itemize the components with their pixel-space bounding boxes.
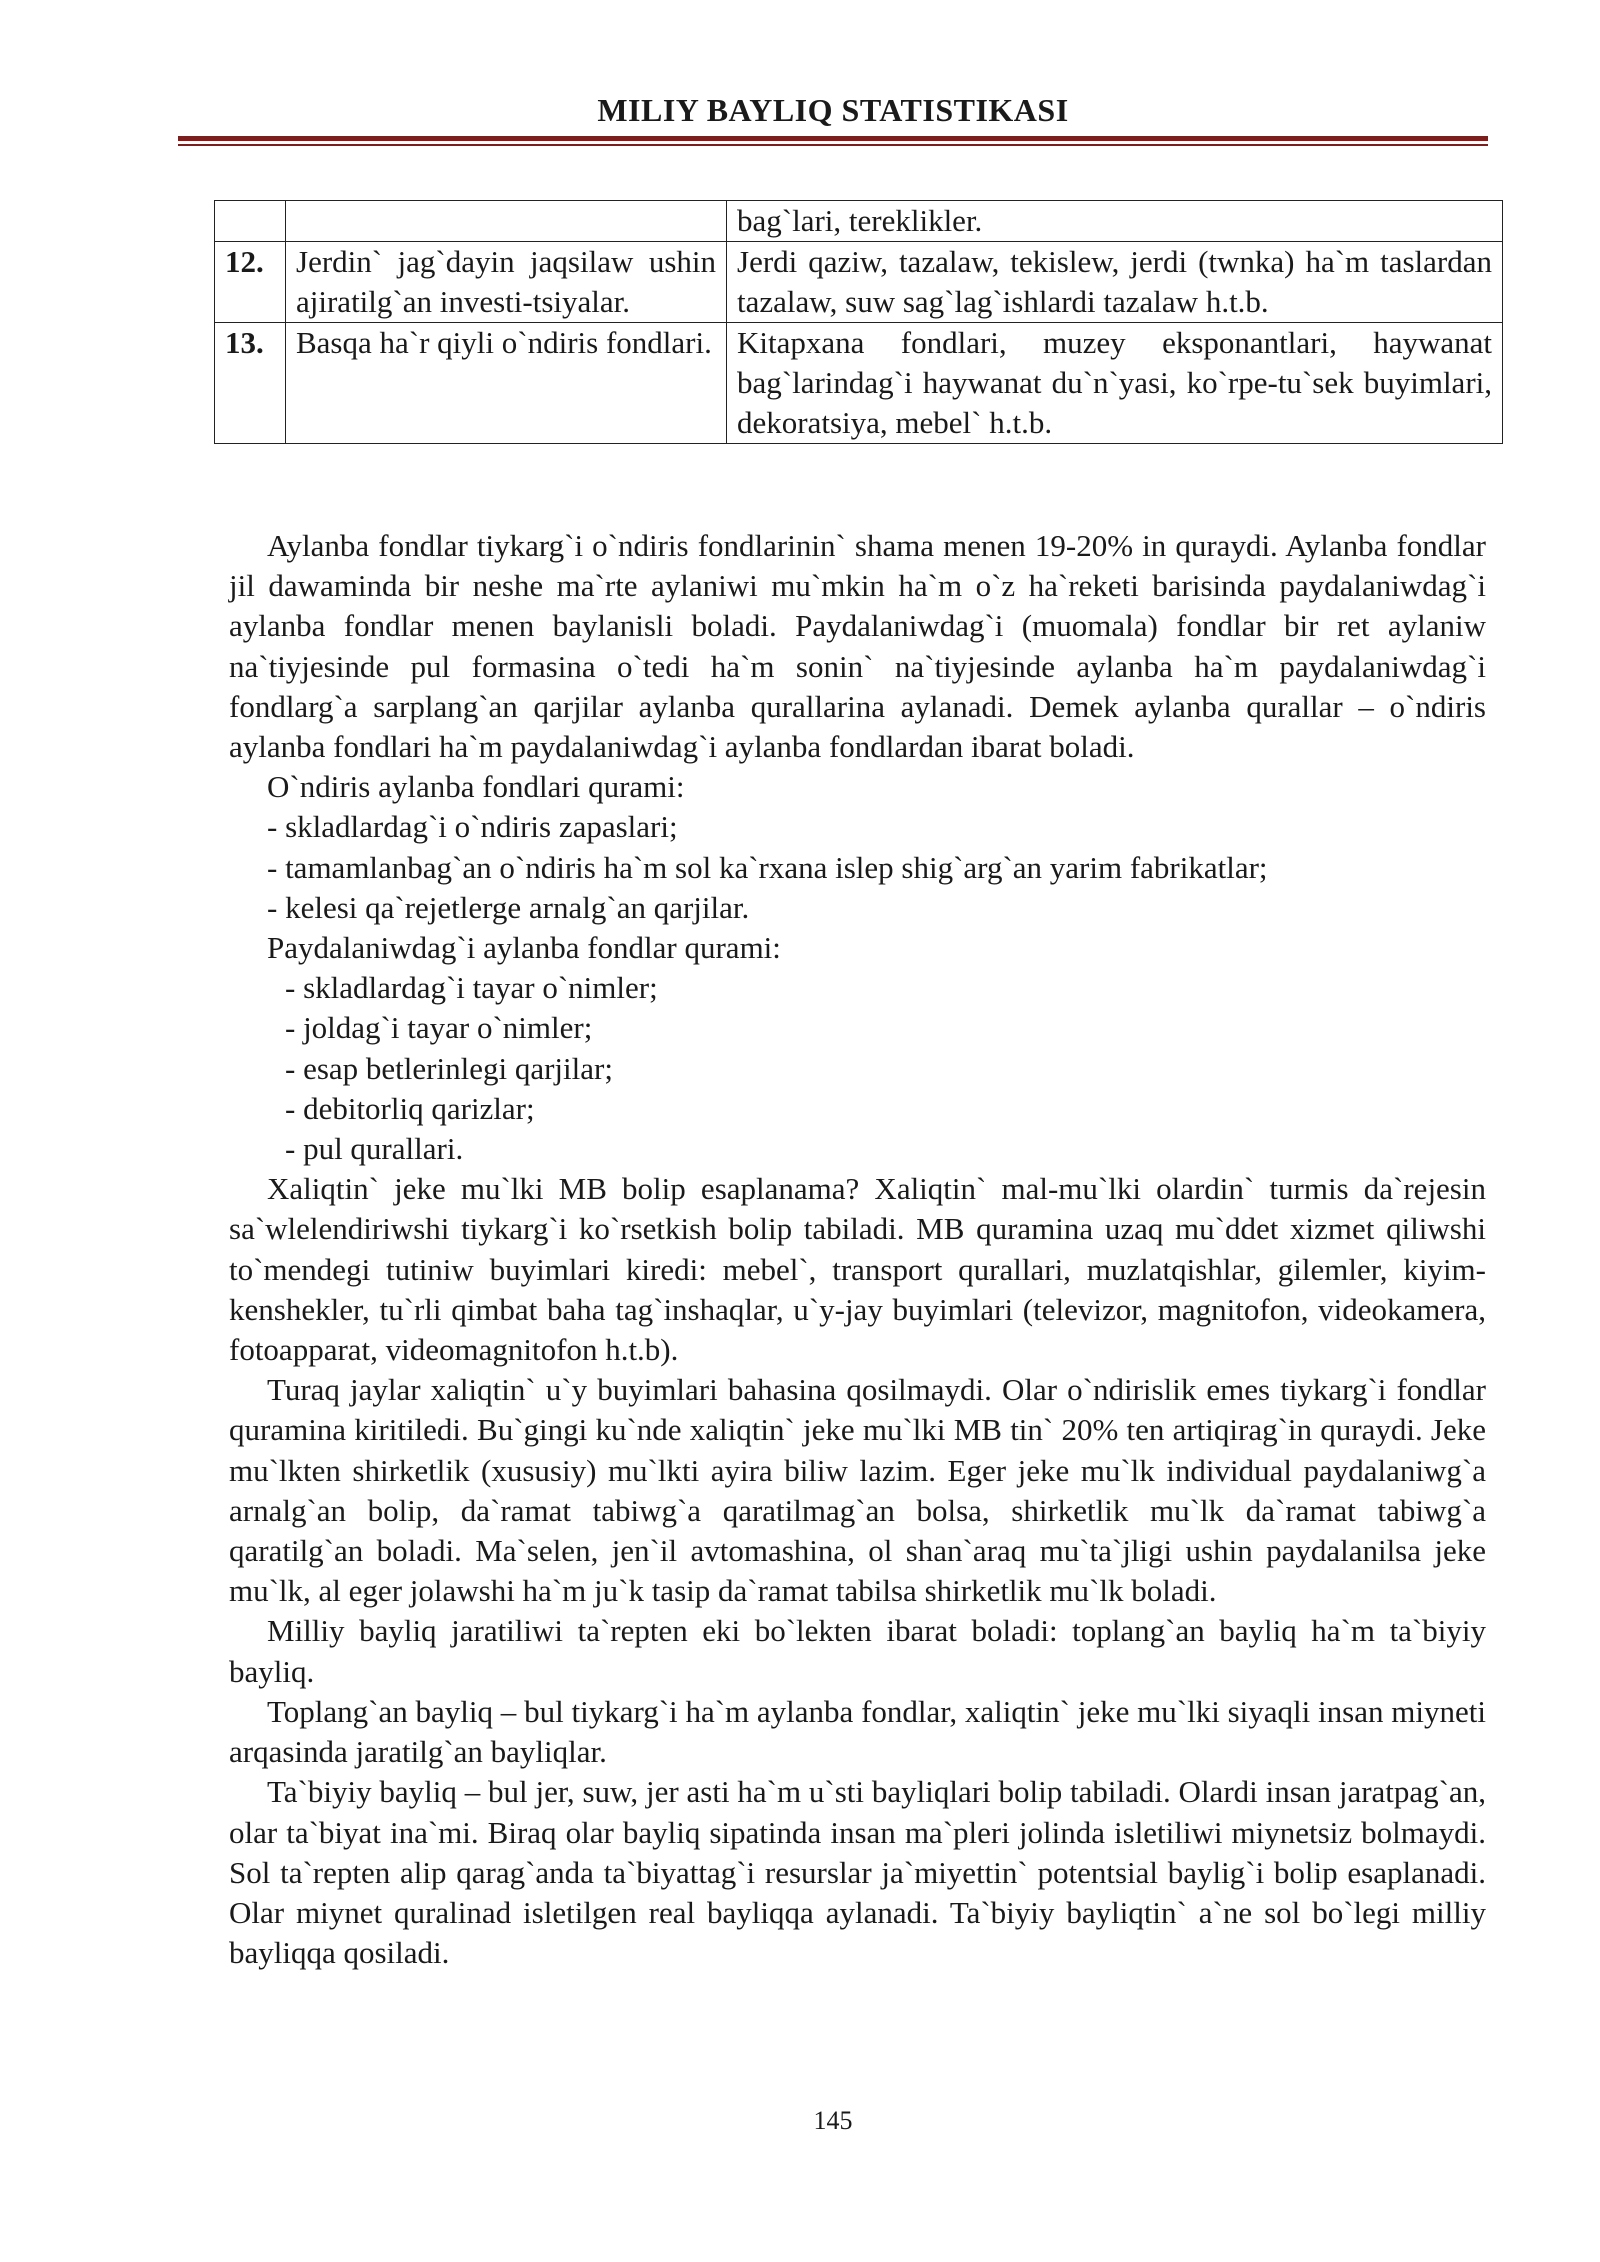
row-number: 13. [215,323,286,444]
row-number [215,201,286,242]
paragraph: Turaq jaylar xaliqtin` u`y buyimlari bahasina qosilmaydi. Olar o`ndirislik emes tiykarg`i fondlar quramina kiritiledi. Bu`gingi ku`nde xaliqtin` jeke mu`lki MB tin` 20% ten artiqirag`in quraydi. Jeke mu`lkten shirketlik (xususiy) mu`lkti ayira biliw lazim. Eger jeke mu`lk individual paydalaniwg`a arnalg`an bolip, da`ramat tabiwg`a qaratilmag`an bolsa, shirketlik mu`lk da`ramat tabiwg`a qaratilg`an boladi. Ma`selen, jen`il avtomashina, ol shan`araq mu`ta`jligi ushin paydalanilsa jeke mu`lk, al eger jolawshi ha`m ju`k tasip da`ramat tabilsa shirketlik mu`lk boladi. [229,1372,1486,1609]
list-item: - pul qurallari. [285,1131,464,1167]
row-description: bag`lari, tereklikler. [727,201,1503,242]
paragraph: Milliy bayliq jaratiliwi ta`repten eki bo`lekten ibarat boladi: toplang`an bayliq ha`m ta`biyiy bayliq. [229,1613,1486,1689]
list-item: - skladlardag`i o`ndiris zapaslari; [267,809,678,845]
page-header-title: MILIY BAYLIQ STATISTIKASI [597,92,1069,128]
body-text [229,526,1486,1973]
list-item: - skladlardag`i tayar o`nimler; [285,970,658,1006]
fonds-table [214,200,1503,444]
list-item: - joldag`i tayar o`nimler; [285,1010,593,1046]
header-rule-thin [178,144,1488,146]
list-item: - debitorliq qarizlar; [285,1090,535,1126]
row-name [286,201,727,242]
paragraph: Toplang`an bayliq – bul tiykarg`i ha`m aylanba fondlar, xaliqtin` jeke mu`lki siyaqli insan miyneti arqasinda jaratilg`an bayliqlar. [229,1693,1486,1770]
list-item: - kelesi qa`rejetlerge arnalg`an qarjilar. [267,889,750,925]
row-name: Basqa ha`r qiyli o`ndiris fondlari. [286,323,727,444]
row-number: 12. [215,242,286,323]
table-row [215,242,1503,323]
paragraph: Paydalaniwdag`i aylanba fondlar qurami: [267,930,781,966]
row-description: Jerdi qaziw, tazalaw, tekislew, jerdi (twnka) ha`m taslardan tazalaw, suw sag`lag`ishlardi tazalaw h.t.b. [727,242,1503,323]
paragraph: Xaliqtin` jeke mu`lki MB bolip esaplanama? Xaliqtin` mal-mu`lki olardin` turmis da`rejesin sa`wlelendiriwshi tiykarg`i ko`rsetkish bolip tabiladi. MB quramina uzaq mu`ddet xizmet qiliwshi to`mendegi tutiniw buyimlari kiredi: mebel`, transport qurallari, muzlatqishlar, gilemler, kiyim-kenshekler, tu`rli qimbat baha tag`inshaqlar, u`y-jay buyimlari (televizor, magnitofon, videokamera, fotoapparat, videomagnitofon h.t.b). [229,1171,1486,1368]
row-name: Jerdin` jag`dayin jaqsilaw ushin ajiratilg`an investi-tsiyalar. [286,242,727,323]
page-number: 145 [813,2106,853,2135]
row-description: Kitapxana fondlari, muzey eksponantlari, haywanat bag`larindag`i haywanat du`n`yasi, ko`rpe-tu`sek buyimlari, dekoratsiya, mebel` h.t.b. [727,323,1503,444]
paragraph: O`ndiris aylanba fondlari qurami: [267,769,685,805]
table-row [215,201,1503,242]
list-item: - esap betlerinlegi qarjilar; [285,1050,613,1086]
list-item: - tamamlanbag`an o`ndiris ha`m sol ka`rxana islep shig`arg`an yarim fabrikatlar; [267,849,1268,885]
header-rule-thick [178,136,1488,141]
paragraph: Aylanba fondlar tiykarg`i o`ndiris fondlarinin` shama menen 19-20% in quraydi. Aylanba fondlar jil dawaminda bir neshe ma`rte aylaniwi mu`mkin ha`m o`z ha`reketi barisinda paydalaniwdag`i aylanba fondlar menen baylanisli boladi. Paydalaniwdag`i (muomala) fondlar bir ret aylaniw na`tiyjesinde pul formasina o`tedi ha`m sonin` na`tiyjesinde aylanba ha`m paydalaniwdag`i fondlarg`a sarplang`an qarjilar aylanba qurallarina aylanadi. Demek aylanba qurallar – o`ndiris aylanba fondlari ha`m paydalaniwdag`i aylanba fondlardan ibarat boladi. [229,528,1486,765]
table-row [215,323,1503,444]
paragraph: Ta`biyiy bayliq – bul jer, suw, jer asti ha`m u`sti bayliqlari bolip tabiladi. Olardi insan jaratpag`an, olar ta`biyat ina`mi. Biraq olar bayliq sipatinda insan ma`pleri jolinda isletiliwi miynetsiz bolmaydi. Sol ta`repten alip qarag`anda ta`biyattag`i resurslar ja`miyettin` potentsial baylig`i bolip esaplanadi. Olar miynet quralinad isletilgen real bayliqqa aylanadi. Ta`biyiy bayliqtin` a`ne sol bo`legi milliy bayliqqa qosiladi. [229,1774,1486,1971]
